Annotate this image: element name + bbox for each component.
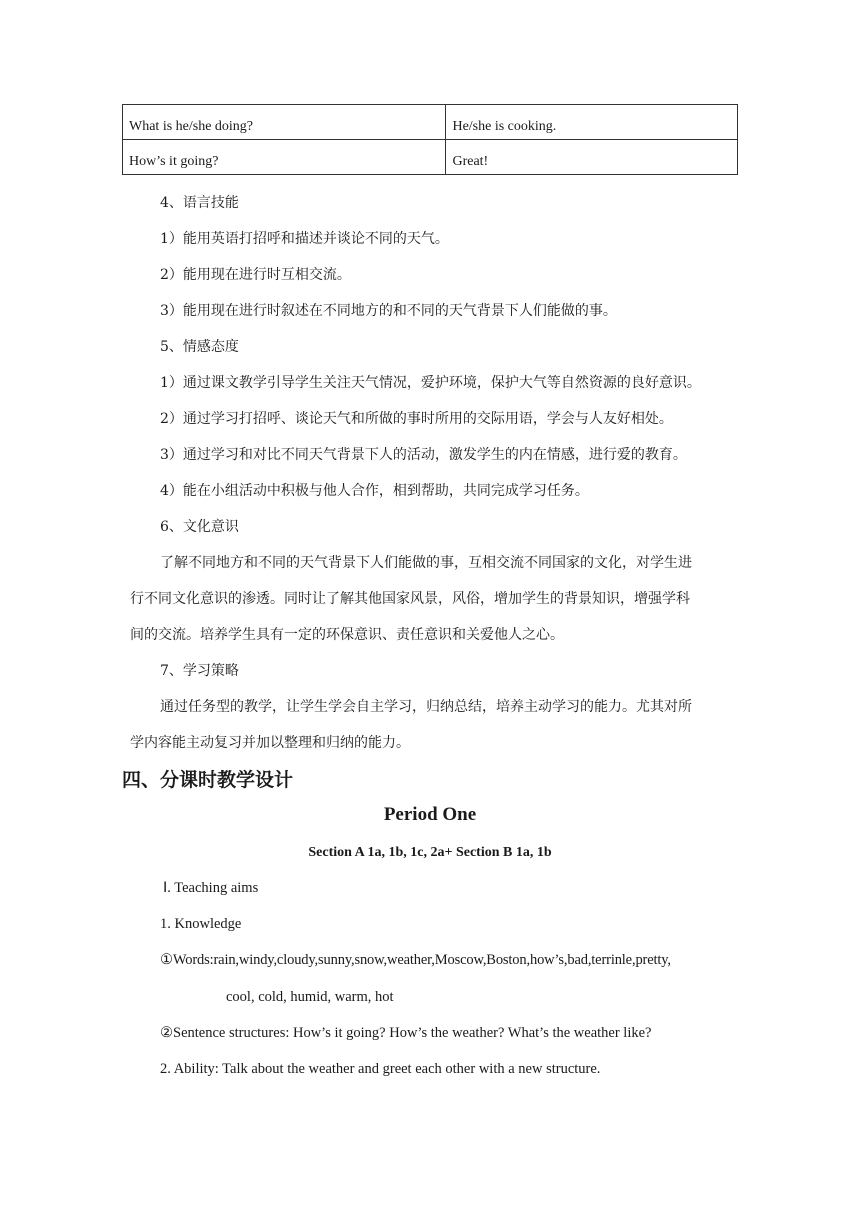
list-item: 4）能在小组活动中积极与他人合作，相到帮助，共同完成学习任务。 — [160, 483, 589, 499]
paragraph-line: 间的交流。培养学生具有一定的环保意识、责任意识和关爱他人之心。 — [130, 627, 564, 643]
list-item: 2）通过学习打招呼、谈论天气和所做的事时所用的交际用语，学会与人友好相处。 — [160, 411, 673, 427]
table-row — [123, 105, 738, 140]
aims-words-cont: cool, cold, humid, warm, hot — [226, 989, 394, 1005]
list-item: 3）能用现在进行时叙述在不同地方的和不同的天气背景下人们能做的事。 — [160, 303, 617, 319]
part-heading: 四、分课时教学设计 — [122, 769, 294, 791]
aims-sentences: ②Sentence structures: How’s it going? How’s the weather? What’s the weather like? — [160, 1025, 652, 1041]
period-subtitle: Section A 1a, 1b, 1c, 2a+ Section B 1a, 1b — [308, 845, 552, 860]
aims-knowledge: 1. Knowledge — [160, 916, 242, 932]
list-item: 1）能用英语打招呼和描述并谈论不同的天气。 — [160, 231, 449, 247]
paragraph-line: 通过任务型的教学，让学生学会自主学习，归纳总结，培养主动学习的能力。尤其对所 — [160, 699, 692, 715]
paragraph-line: 了解不同地方和不同的天气背景下人们能做的事，互相交流不同国家的文化，对学生进 — [160, 555, 692, 571]
table-cell: What is he/she doing? — [123, 105, 446, 140]
section-6-title: 6、文化意识 — [160, 519, 239, 535]
paragraph-line: 学内容能主动复习并加以整理和归纳的能力。 — [130, 735, 410, 751]
table-cell: He/she is cooking. — [446, 105, 738, 140]
table-cell: Great! — [446, 140, 738, 175]
list-item: 3）通过学习和对比不同天气背景下人的活动，激发学生的内在情感，进行爱的教育。 — [160, 447, 687, 463]
section-7-title: 7、学习策略 — [160, 663, 239, 679]
period-title: Period One — [383, 804, 477, 825]
table-cell: How’s it going? — [123, 140, 446, 175]
list-item: 2）能用现在进行时互相交流。 — [160, 267, 351, 283]
table-row — [123, 140, 738, 175]
section-4-title: 4、语言技能 — [160, 195, 239, 211]
paragraph-line: 行不同文化意识的渗透。同时让了解其他国家风景，风俗，增加学生的背景知识，增强学科 — [130, 591, 690, 607]
aims-heading: Ⅰ. Teaching aims — [163, 880, 259, 896]
aims-words: ①Words:rain,windy,cloudy,sunny,snow,weather,Moscow,Boston,how’s,bad,terrinle,pretty, — [160, 952, 671, 968]
grammar-table — [122, 104, 738, 175]
section-5-title: 5、情感态度 — [160, 339, 239, 355]
aims-ability: 2. Ability: Talk about the weather and greet each other with a new structure. — [160, 1061, 601, 1077]
list-item: 1）通过课文教学引导学生关注天气情况，爱护环境，保护大气等自然资源的良好意识。 — [160, 375, 701, 391]
